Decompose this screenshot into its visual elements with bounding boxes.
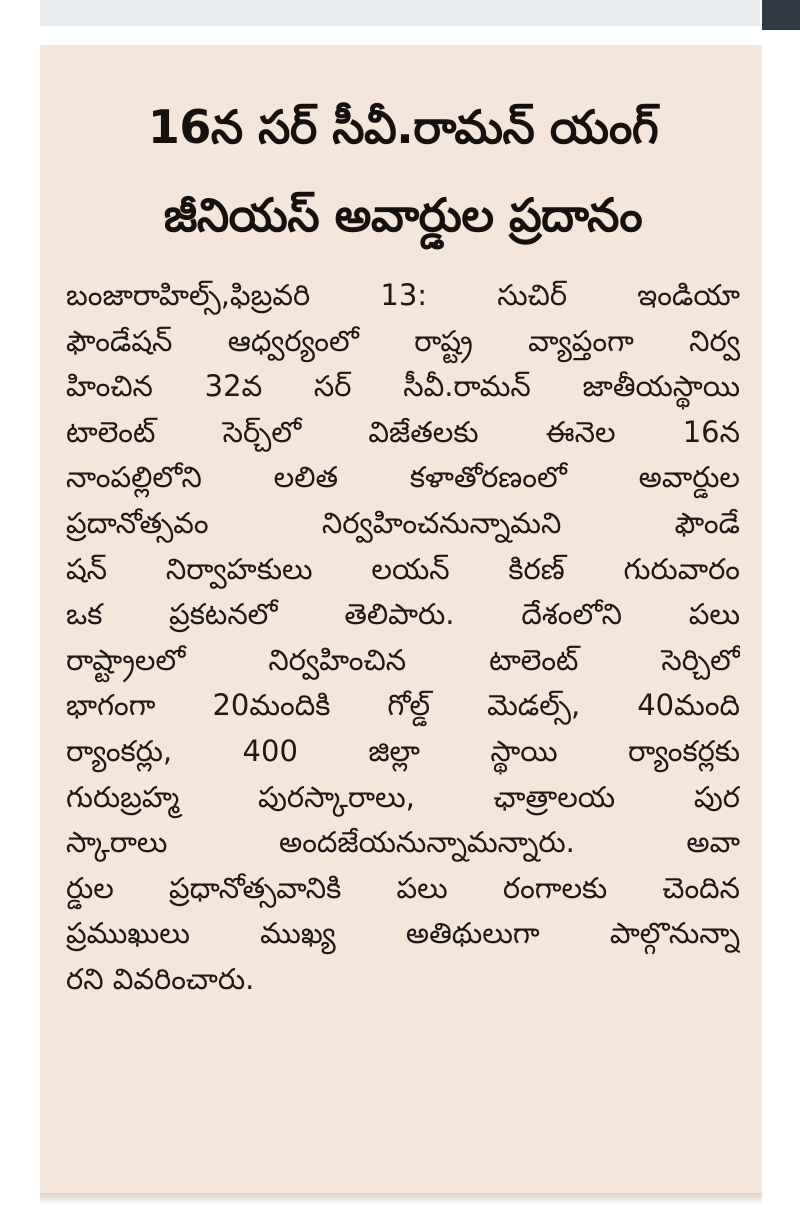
body-line-16: రని వివరించారు. — [66, 961, 255, 996]
body-line-7: షన్ నిర్వాహకులు లయన్ కిరణ్ గురువారం — [66, 551, 740, 586]
headline — [66, 83, 740, 259]
body-line-10: భాగంగా 20మందికి గోల్డ్ మెడల్స్, 40మంది — [66, 688, 740, 723]
body-line-4: టాలెంట్ సెర్చ్‌లో విజేతలకు ఈనెల 16న — [66, 414, 740, 449]
headline-line-2: జీనియస్ అవార్డుల ప్రదానం — [163, 188, 643, 242]
corner-block — [762, 0, 800, 30]
body-line-11: ర్యాంకర్లు, 400 జిల్లా స్థాయి ర్యాంకర్లకు — [66, 733, 740, 768]
newspaper-clipping — [40, 45, 762, 1193]
article-body — [66, 273, 740, 1003]
body-line-5: నాంపల్లిలోని లలిత కళాతోరణంలో అవార్డుల — [66, 460, 740, 495]
body-line-1: బంజారాహిల్స్,ఫిబ్రవరి 13: సుచిర్ ఇండియా — [66, 278, 740, 312]
body-line-8: ఒక ప్రకటనలో తెలిపారు. దేశంలోని పలు — [66, 597, 740, 632]
top-strip — [40, 0, 760, 26]
body-line-6: ప్రదానోత్సవం నిర్వహించనున్నామని ఫౌండే — [66, 505, 740, 540]
body-line-9: రాష్ట్రాలలో నిర్వహించిన టాలెంట్ సెర్చిలో — [66, 642, 740, 677]
bottom-shadow — [40, 1193, 762, 1205]
headline-line-1: 16న సర్ సీవీ.రామన్ యంగ్ — [147, 100, 659, 154]
body-line-2: ఫౌండేషన్ ఆధ్వర్యంలో రాష్ట్ర వ్యాప్తంగా నిర్వ — [66, 323, 740, 358]
body-line-3: హించిన 32వ సర్ సీవీ.రామన్ జాతీయస్థాయి — [66, 369, 740, 404]
body-line-13: స్కారాలు అందజేయనున్నామన్నారు. అవా — [66, 825, 740, 860]
body-line-14: ర్డుల ప్రధానోత్సవానికి పలు రంగాలకు చెందిన — [66, 870, 740, 905]
body-line-15: ప్రముఖులు ముఖ్య అతిథులుగా పాల్గొనున్నా — [66, 916, 740, 951]
body-line-12: గురుబ్రహ్మ పురస్కారాలు, ఛాత్రాలయ పుర — [66, 779, 740, 814]
